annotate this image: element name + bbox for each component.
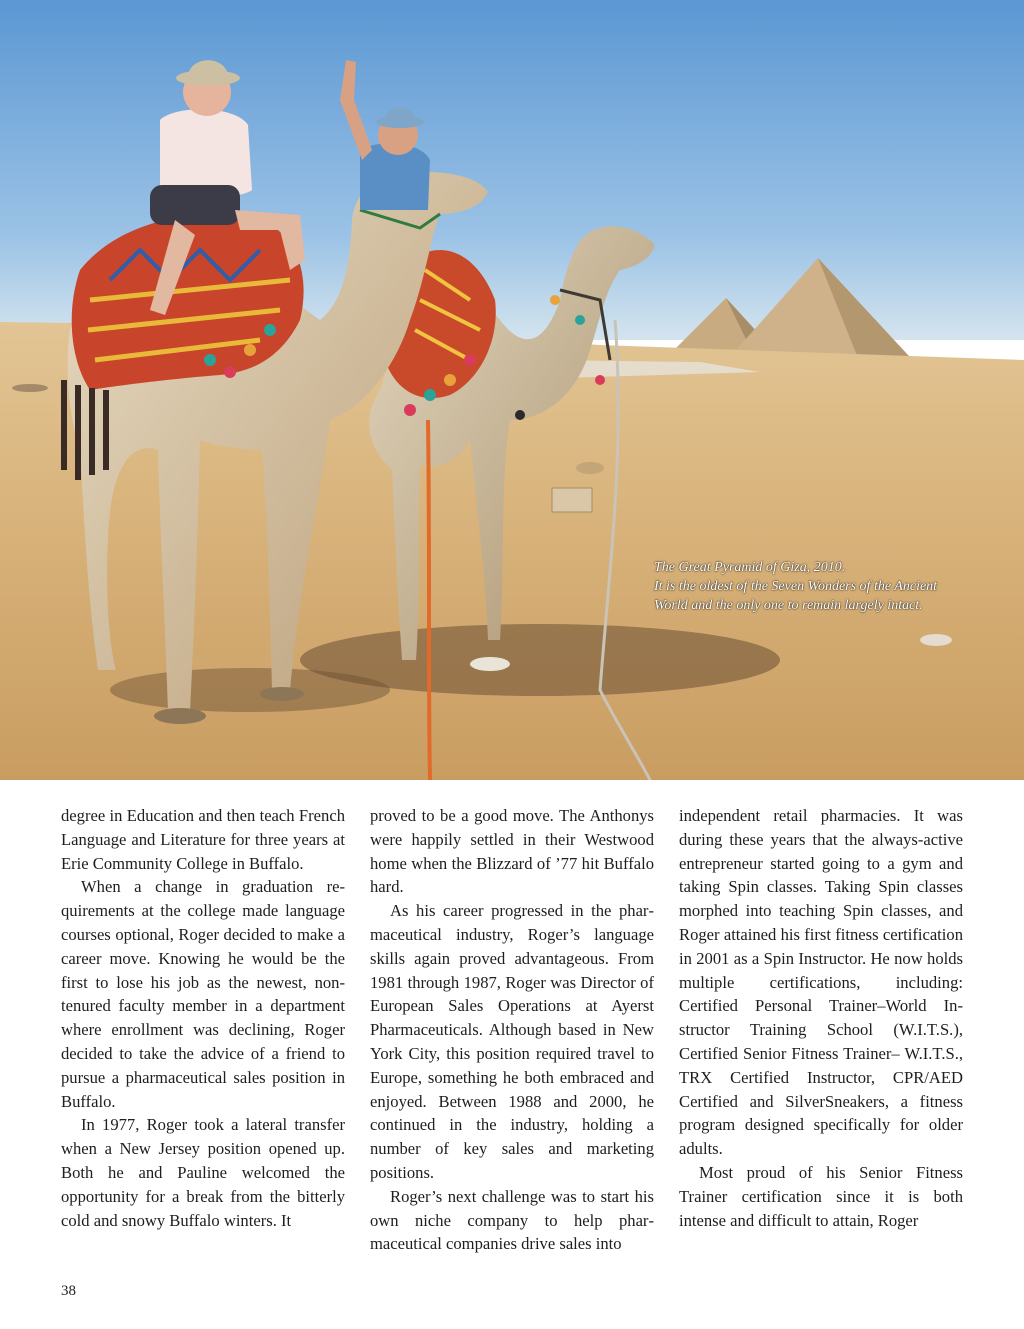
text-column-3 xyxy=(679,804,963,1232)
paragraph: Most proud of his Senior Fitness Trainer certification since it is both intense and difficult to attain, Roger xyxy=(679,1162,963,1230)
paragraph: degree in Education and then teach French Language and Literature for three years at Erie Community College in Buffalo. xyxy=(61,806,345,873)
paragraph: independent retail pharmacies. It was during these years that the always-active entrepreneur started going to a gym and taking Spin classes. Taking Spin classes morphed into teaching Spin classes, and Roger attained his first fitness certification in 2001 as a Spin Instructor. He now holds multiple certifications, including: Certified Personal Trainer–World Instructor Training School (W.I.T.S.), Certified Senior Fitness Trainer– W.I.T.S., TRX Certified Instructor, CPR/AED Certified and SilverSneakers, a fitness program designed specifically for older adults. xyxy=(679,806,963,1159)
paragraph: When a change in graduation requirements at the college made language courses optional, Roger decided to make a career move. Knowing he would be the first to lose his job as the newest, non-tenured faculty member in a department where enrollment was declining, Roger decided to take the advice of a friend to pursue a pharmaceutical sales position in Buffalo. xyxy=(61,877,345,1111)
page-number: 38 xyxy=(61,1283,76,1299)
paragraph: In 1977, Roger took a lateral transfer when a New Jersey position opened up. Both he and Pauline welcomed the opportunity for a break from the bitterly cold and snowy Buffalo winters. It xyxy=(61,1115,345,1230)
caption-line-1: The Great Pyramid of Giza, 2010. xyxy=(654,560,846,575)
photo-caption xyxy=(654,558,1014,615)
paragraph: As his career progressed in the pharmaceutical industry, Roger’s language skills again proved advantageous. From 1981 through 1987, Roger was Director of European Sales Operations at Ayerst Pharmaceuticals. Although based in New York City, this position required travel to Europe, something he both embraced and enjoyed. Between 1988 and 2000, he continued in the industry, holding a number of key sales and marketing positions. xyxy=(370,901,654,1182)
text-column-1 xyxy=(61,804,345,1232)
paragraph: proved to be a good move. The Anthonys were happily settled in their Westwood home when the Blizzard of ’77 hit Buffalo hard. xyxy=(370,806,654,897)
caption-line-3: World and the only one to remain largely intact. xyxy=(654,598,923,613)
caption-line-2: It is the oldest of the Seven Wonders of the Ancient xyxy=(654,579,938,594)
text-column-2 xyxy=(370,804,654,1256)
paragraph: Roger’s next challenge was to start his own niche company to help pharmaceutical companies drive sales into xyxy=(370,1186,654,1254)
